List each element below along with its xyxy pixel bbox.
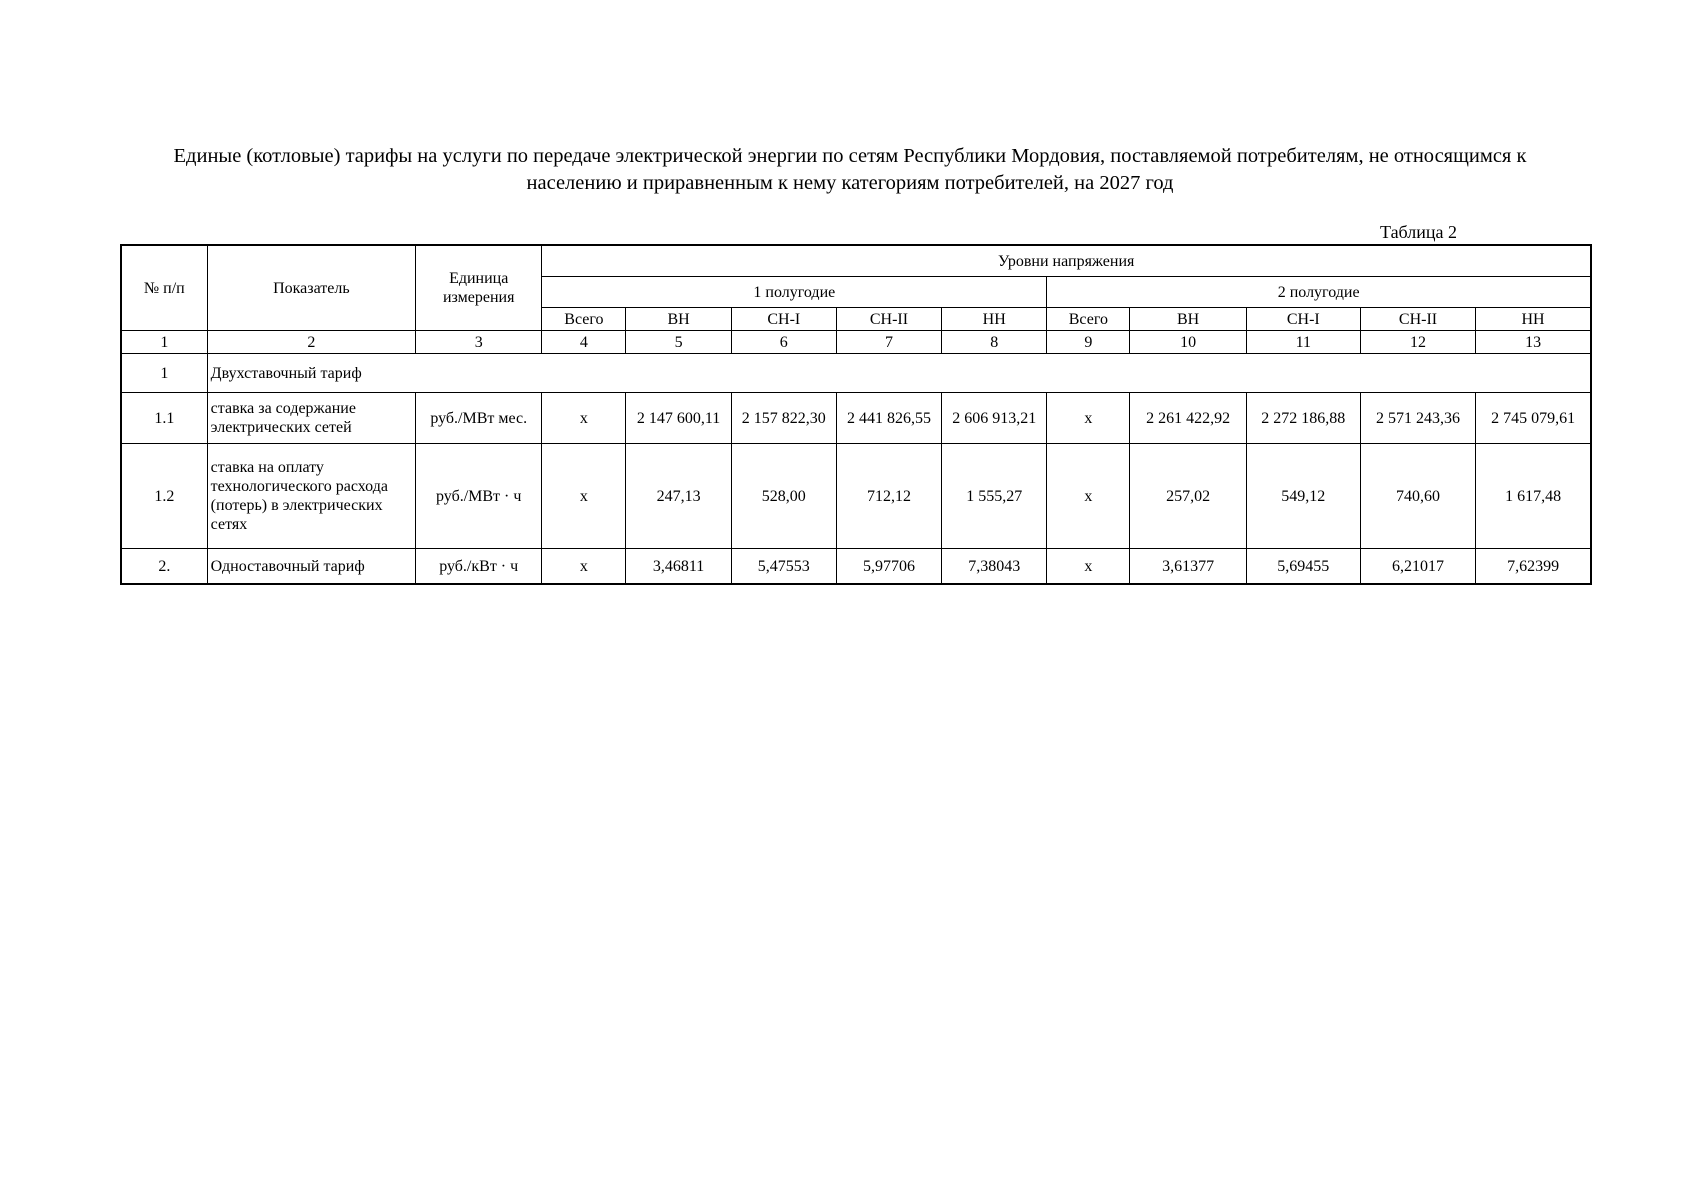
- row-indicator: Одноставочный тариф: [207, 549, 415, 585]
- row-indicator: Двухставочный тариф: [207, 354, 1591, 393]
- table-label: Таблица 2: [1380, 222, 1457, 242]
- row-value: 3,61377: [1130, 549, 1246, 585]
- col-number: 2: [207, 331, 415, 354]
- row-unit: руб./кВт · ч: [416, 549, 542, 585]
- col-number: 11: [1246, 331, 1360, 354]
- header-num: № п/п: [121, 245, 207, 331]
- col-number: 4: [542, 331, 626, 354]
- row-unit: руб./МВт · ч: [416, 444, 542, 549]
- row-value: 257,02: [1130, 444, 1246, 549]
- row-value: 5,97706: [836, 549, 941, 585]
- row-value: 7,38043: [942, 549, 1047, 585]
- header-voltage-levels: Уровни напряжения: [542, 245, 1591, 277]
- header-half2: 2 полугодие: [1047, 277, 1591, 308]
- header-sub: ВН: [626, 308, 731, 331]
- col-number: 7: [836, 331, 941, 354]
- header-sub: Всего: [1047, 308, 1130, 331]
- row-value: 740,60: [1360, 444, 1475, 549]
- col-number: 9: [1047, 331, 1130, 354]
- row-value: 3,46811: [626, 549, 731, 585]
- header-indicator: Показатель: [207, 245, 415, 331]
- col-number: 12: [1360, 331, 1475, 354]
- row-unit: руб./МВт мес.: [416, 393, 542, 444]
- table-row: [121, 354, 1591, 393]
- row-value: 1 555,27: [942, 444, 1047, 549]
- row-value: 5,69455: [1246, 549, 1360, 585]
- table-row: [121, 549, 1591, 585]
- row-value: 2 441 826,55: [836, 393, 941, 444]
- header-sub: НН: [1476, 308, 1591, 331]
- header-sub: Всего: [542, 308, 626, 331]
- row-value: 528,00: [731, 444, 836, 549]
- row-value: 2 147 600,11: [626, 393, 731, 444]
- row-value: 2 606 913,21: [942, 393, 1047, 444]
- col-number: 3: [416, 331, 542, 354]
- row-value: х: [542, 549, 626, 585]
- column-number-row: [121, 331, 1591, 354]
- header-sub: СН-II: [1360, 308, 1475, 331]
- header-sub: СН-I: [731, 308, 836, 331]
- row-value: 6,21017: [1360, 549, 1475, 585]
- row-num: 1.2: [121, 444, 207, 549]
- header-unit: Единица измерения: [416, 245, 542, 331]
- row-value: 712,12: [836, 444, 941, 549]
- tariff-table: [120, 244, 1592, 585]
- document-title: Единые (котловые) тарифы на услуги по передаче электрической энергии по сетям Республики Мордовия, поставляемой потребителям, не относящимся к населению и приравненным к нему категориям потребителей, на 2027 год: [173, 145, 1527, 194]
- header-sub: СН-I: [1246, 308, 1360, 331]
- header-row: [121, 245, 1591, 277]
- row-value: 2 157 822,30: [731, 393, 836, 444]
- row-value: 2 261 422,92: [1130, 393, 1246, 444]
- table-row: [121, 393, 1591, 444]
- row-value: х: [542, 393, 626, 444]
- row-value: 1 617,48: [1476, 444, 1591, 549]
- header-sub: НН: [942, 308, 1047, 331]
- row-num: 1.1: [121, 393, 207, 444]
- col-number: 13: [1476, 331, 1591, 354]
- row-value: х: [1047, 549, 1130, 585]
- row-value: х: [542, 444, 626, 549]
- row-value: 549,12: [1246, 444, 1360, 549]
- table-row: [121, 444, 1591, 549]
- col-number: 5: [626, 331, 731, 354]
- row-value: 5,47553: [731, 549, 836, 585]
- row-num: 2.: [121, 549, 207, 585]
- header-sub: ВН: [1130, 308, 1246, 331]
- row-num: 1: [121, 354, 207, 393]
- row-indicator: ставка на оплату технологического расхода (потерь) в электрических сетях: [207, 444, 415, 549]
- col-number: 6: [731, 331, 836, 354]
- row-value: 2 272 186,88: [1246, 393, 1360, 444]
- row-value: 247,13: [626, 444, 731, 549]
- row-value: 7,62399: [1476, 549, 1591, 585]
- col-number: 10: [1130, 331, 1246, 354]
- header-half1: 1 полугодие: [542, 277, 1047, 308]
- col-number: 1: [121, 331, 207, 354]
- col-number: 8: [942, 331, 1047, 354]
- row-value: х: [1047, 393, 1130, 444]
- row-indicator: ставка за содержание электрических сетей: [207, 393, 415, 444]
- row-value: 2 745 079,61: [1476, 393, 1591, 444]
- row-value: 2 571 243,36: [1360, 393, 1475, 444]
- row-value: х: [1047, 444, 1130, 549]
- header-sub: СН-II: [836, 308, 941, 331]
